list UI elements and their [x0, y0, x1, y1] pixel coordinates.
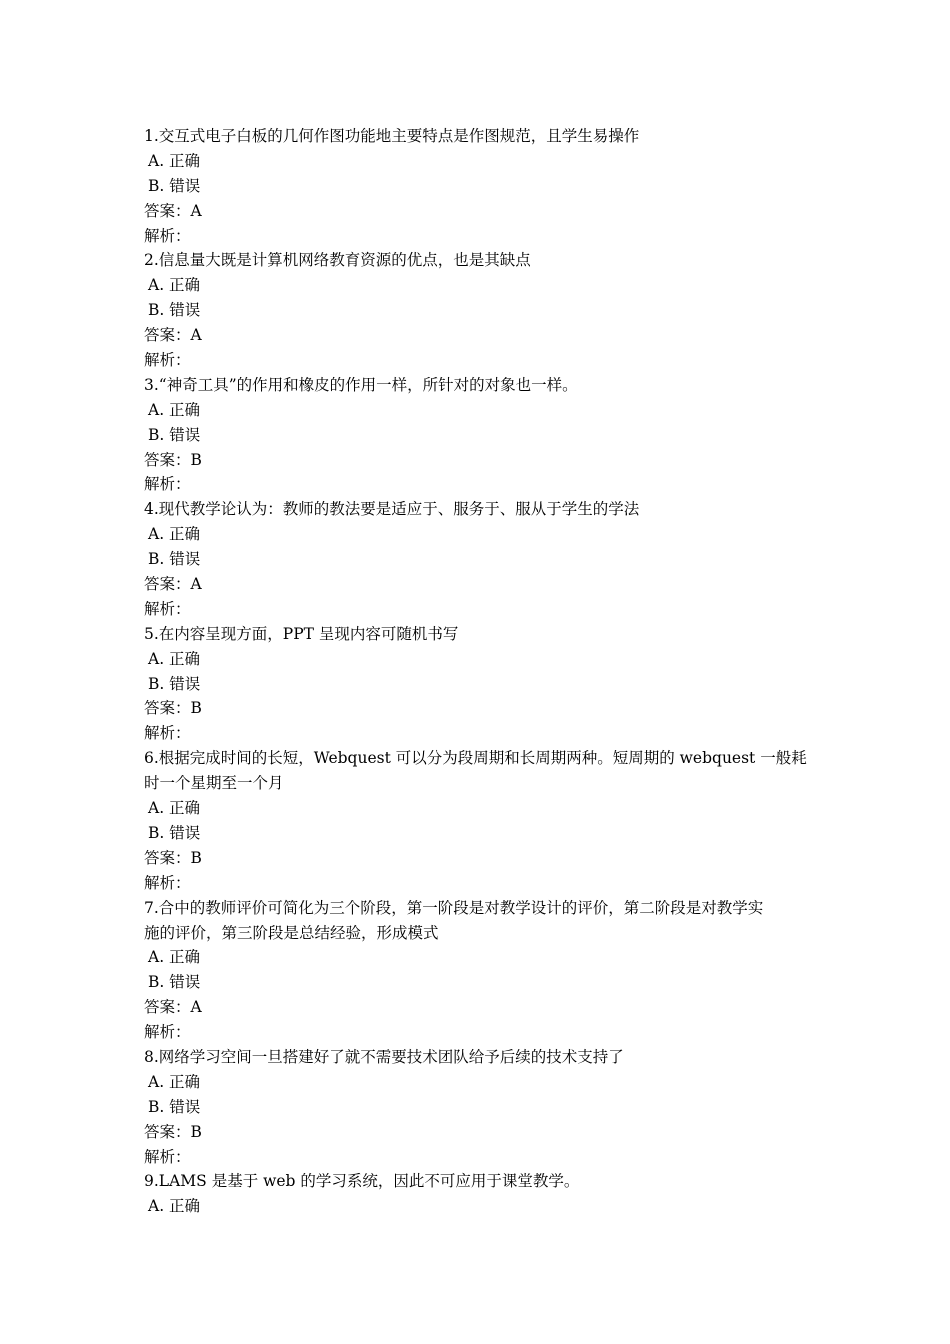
option-a: A. 正确 — [148, 276, 201, 295]
question-6 — [144, 746, 816, 895]
option-b: B. 错误 — [148, 550, 201, 569]
option-b: B. 错误 — [148, 176, 201, 195]
analysis: 解析： — [144, 351, 191, 370]
question-stem-line-1: 6.根据完成时间的长短，Webquest 可以分为段周期和长周期两种。短周期的 webquest 一般耗 — [144, 749, 807, 768]
question-8 — [144, 1045, 816, 1169]
analysis: 解析： — [144, 226, 191, 245]
analysis: 解析： — [144, 873, 191, 892]
analysis: 解析： — [144, 1023, 191, 1042]
option-a: A. 正确 — [148, 799, 201, 818]
question-stem: 5.在内容呈现方面，PPT 呈现内容可随机书写 — [144, 624, 459, 643]
question-stem-line-2: 施的评价，第三阶段是总结经验，形成模式 — [144, 923, 439, 942]
option-b: B. 错误 — [148, 823, 201, 842]
answer: 答案：A — [144, 575, 202, 594]
question-4 — [144, 497, 816, 621]
question-stem: 1.交互式电子白板的几何作图功能地主要特点是作图规范，且学生易操作 — [144, 127, 640, 145]
question-stem: 2.信息量大既是计算机网络教育资源的优点，也是其缺点 — [144, 251, 531, 270]
document-body — [144, 124, 816, 1219]
question-5 — [144, 622, 816, 746]
option-a: A. 正确 — [148, 525, 201, 544]
question-7 — [144, 896, 816, 1045]
option-a: A. 正确 — [148, 1072, 201, 1091]
option-b: B. 错误 — [148, 674, 201, 693]
question-3 — [144, 373, 816, 497]
question-2 — [144, 248, 816, 372]
question-stem: 3.“神奇工具”的作用和橡皮的作用一样，所针对的对象也一样。 — [144, 375, 578, 394]
answer: 答案：B — [144, 450, 202, 469]
answer: 答案：B — [144, 699, 202, 718]
option-a: A. 正确 — [148, 948, 201, 967]
option-b: B. 错误 — [148, 301, 201, 320]
question-1 — [144, 124, 816, 248]
answer: 答案：A — [144, 201, 202, 220]
question-stem-line-2: 时一个星期至一个月 — [144, 774, 284, 793]
answer: 答案：B — [144, 848, 202, 867]
question-9 — [144, 1169, 816, 1219]
answer: 答案：B — [144, 1122, 202, 1141]
question-stem: 4.现代教学论认为：教师的教法要是适应于、服务于、服从于学生的学法 — [144, 500, 640, 519]
option-a: A. 正确 — [148, 1197, 201, 1216]
option-b: B. 错误 — [148, 973, 201, 992]
option-b: B. 错误 — [148, 425, 201, 444]
analysis: 解析： — [144, 724, 191, 743]
analysis: 解析： — [144, 475, 191, 494]
option-a: A. 正确 — [148, 400, 201, 419]
question-stem-line-1: 7.合中的教师评价可简化为三个阶段，第一阶段是对教学设计的评价，第二阶段是对教学实 — [144, 898, 764, 917]
answer: 答案：A — [144, 998, 202, 1017]
option-a: A. 正确 — [148, 151, 201, 170]
option-a: A. 正确 — [148, 649, 201, 668]
option-b: B. 错误 — [148, 1097, 201, 1116]
question-stem: 9.LAMS 是基于 web 的学习系统，因此不可应用于课堂教学。 — [144, 1172, 580, 1191]
question-stem: 8.网络学习空间一旦搭建好了就不需要技术团队给予后续的技术支持了 — [144, 1047, 624, 1066]
analysis: 解析： — [144, 599, 191, 618]
answer: 答案：A — [144, 326, 202, 345]
analysis: 解析： — [144, 1147, 191, 1166]
